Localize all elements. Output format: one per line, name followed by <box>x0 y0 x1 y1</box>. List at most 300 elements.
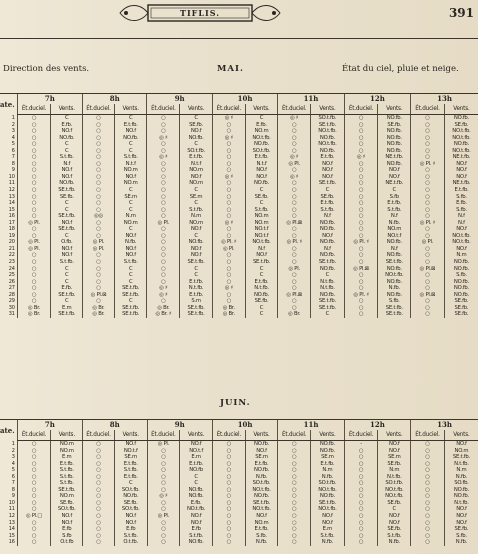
wind-cell: E.t.fb. <box>114 122 147 129</box>
wind-cell: NO.fb. <box>245 141 278 148</box>
sky-state-cell: ○ <box>83 533 115 540</box>
wind-cell: SE.t.fb. <box>51 226 83 233</box>
wind-cell: S.m <box>180 298 213 305</box>
sky-state-cell: ○ <box>83 480 115 487</box>
wind-cell: SO.t.fb. <box>51 506 83 513</box>
wind-cell: C <box>114 187 147 194</box>
row-date: 4 <box>11 460 15 467</box>
sky-state-cell: ○ <box>344 305 378 312</box>
wind-cell: NO.f <box>51 252 83 259</box>
sky-state-cell: ◎ Pl.⊠ <box>278 220 311 227</box>
sky-state-cell: ○ <box>278 259 311 266</box>
wind-cell: NO.m <box>378 226 411 233</box>
wind-cell: NO.t.fb. <box>311 141 345 148</box>
sky-state-cell: ○ <box>344 187 378 194</box>
wind-cell: S.fb <box>51 533 83 540</box>
sky-state-cell: ○ <box>278 448 311 455</box>
wind-cell: NO.f <box>51 513 83 520</box>
sky-state-cell: ○ <box>212 259 245 266</box>
row-date: 15 <box>8 206 15 213</box>
row-date: 21 <box>8 245 15 252</box>
sky-state-cell: ○ <box>147 539 180 546</box>
wind-cell: E.t.fb. <box>114 474 147 481</box>
sky-state-cell: ○ <box>147 454 180 461</box>
sky-state-cell: ◎ Pl. <box>17 239 51 246</box>
wind-cell: NO.f <box>311 167 345 174</box>
wind-cell: C <box>180 272 213 279</box>
sky-state-cell: ○ <box>344 279 378 286</box>
row-date: 2 <box>11 447 15 454</box>
sky-state-cell: ○ <box>17 493 51 500</box>
sky-state-cell: ○ <box>83 252 115 259</box>
wind-cell: SO.t.fb. <box>311 480 345 487</box>
wind-cell: N.f <box>311 213 345 220</box>
wind-cell: NO.fb. <box>311 448 345 455</box>
sky-state-cell: ○ <box>17 200 51 207</box>
wind-cell: NO.f <box>51 246 83 253</box>
wind-cell: SE.t.fb. <box>51 213 83 220</box>
sky-state-cell: ○ <box>411 311 445 318</box>
wind-cell: NO.t.fb. <box>245 506 278 513</box>
sky-state-cell: ○ <box>411 298 445 305</box>
sky-state-cell: ○ <box>17 279 51 286</box>
sky-state-cell: ○ <box>278 441 311 448</box>
wind-cell: N.t.fb. <box>311 279 345 286</box>
wind-cell: NO.t.fb. <box>180 506 213 513</box>
wind-cell: NO.f <box>444 506 478 513</box>
wind-cell: N.m <box>378 467 411 474</box>
wind-cell: NO.fb. <box>378 292 411 299</box>
sky-state-cell: ○ <box>83 441 115 448</box>
sky-state-cell: ○ <box>212 180 245 187</box>
may-wind-subheader: Vents. <box>114 104 147 115</box>
wind-cell: NO.f <box>245 167 278 174</box>
wind-cell: SE.t.fb. <box>245 500 278 507</box>
wind-cell: S.t.fb. <box>311 533 345 540</box>
sky-state-cell: ○ <box>344 128 378 135</box>
sky-state-cell: ○ <box>17 480 51 487</box>
sky-state-cell: ○ <box>147 526 180 533</box>
wind-cell: SE.t.fb. <box>378 305 411 312</box>
sky-state-cell: ○ <box>411 187 445 194</box>
wind-cell: SE.fb. <box>245 194 278 201</box>
sky-state-cell: ◎ Br. <box>147 305 180 312</box>
row-date: 14 <box>8 200 15 207</box>
table-row <box>0 539 478 546</box>
wind-cell: NO.f <box>444 441 478 448</box>
sky-state-cell: ○ <box>411 200 445 207</box>
wind-cell: E.m <box>311 526 345 533</box>
row-date: 14 <box>8 526 15 533</box>
sky-state-cell: ○ <box>147 467 180 474</box>
sky-state-cell: ○ <box>344 474 378 481</box>
wind-cell: C <box>180 187 213 194</box>
sky-state-cell: ○ <box>83 122 115 129</box>
wind-cell: NO.f <box>180 520 213 527</box>
sky-state-cell: ○ <box>411 454 445 461</box>
wind-cell: C <box>114 115 147 122</box>
wind-cell: E.t.fb. <box>180 461 213 468</box>
row-date: 25 <box>8 272 15 279</box>
wind-cell: NO.fb. <box>444 493 478 500</box>
sky-state-cell: ○ <box>344 180 378 187</box>
sky-state-cell: ○ <box>147 128 180 135</box>
june-wind-subheader: Vents. <box>180 430 213 441</box>
wind-cell: NO.fb. <box>378 141 411 148</box>
sky-state-cell: ○ <box>212 154 245 161</box>
may-wind-subheader: Vents. <box>245 104 278 115</box>
wind-cell: NO.fb. <box>245 441 278 448</box>
sky-state-cell: ○ <box>411 148 445 155</box>
wind-cell: NO.fb. <box>245 292 278 299</box>
sky-state-cell: ○ <box>83 272 115 279</box>
sky-state-cell: ○ <box>83 154 115 161</box>
wind-cell: NE.t.fb. <box>444 154 478 161</box>
sky-state-cell: ○ <box>212 480 245 487</box>
wind-cell: N.f <box>311 246 345 253</box>
wind-cell: S.t.fb. <box>51 474 83 481</box>
sky-state-cell: ○ <box>17 154 51 161</box>
sky-state-cell: ○ <box>212 506 245 513</box>
sky-state-cell: ○ <box>147 448 180 455</box>
sky-state-cell: ○ <box>278 194 311 201</box>
sky-state-cell: ○ <box>411 174 445 181</box>
wind-cell: E.t.fb. <box>311 461 345 468</box>
sky-state-cell: ○ <box>147 474 180 481</box>
wind-cell: NO.f <box>114 128 147 135</box>
sky-state-cell: ○ <box>83 207 115 214</box>
may-observations-table <box>0 93 478 318</box>
may-sky-subheader: Ét.duciel. <box>83 104 115 115</box>
sky-state-cell: ○ <box>278 526 311 533</box>
wind-cell: N.f <box>245 246 278 253</box>
sky-state-cell: ○ <box>411 128 445 135</box>
wind-cell: N.m <box>180 213 213 220</box>
sky-state-cell: ○ <box>278 298 311 305</box>
wind-cell: NO.f <box>51 128 83 135</box>
wind-cell: SE.fb. <box>444 305 478 312</box>
wind-cell: NO.f <box>180 246 213 253</box>
wind-cell: NE.t.fb. <box>378 154 411 161</box>
sky-state-cell: ○ <box>411 226 445 233</box>
sky-state-cell: ○ <box>344 448 378 455</box>
sky-state-cell: ○ <box>344 220 378 227</box>
wind-cell: NO.m <box>114 180 147 187</box>
wind-cell: E.t.fb. <box>245 154 278 161</box>
sky-state-cell: ○ <box>147 298 180 305</box>
sky-state-cell: ○ <box>411 135 445 142</box>
wind-cell: N.m <box>114 213 147 220</box>
top-rule <box>0 38 478 39</box>
sky-state-cell: ○ <box>411 141 445 148</box>
sky-state-cell: ◎ Pl. <box>147 220 180 227</box>
wind-cell: NO.fb. <box>51 180 83 187</box>
sky-state-cell: ○ <box>17 148 51 155</box>
wind-cell: SE.fb. <box>51 500 83 507</box>
wind-cell: S.fb. <box>444 272 478 279</box>
wind-cell: N.t.fb. <box>245 285 278 292</box>
wind-cell: SE.m <box>245 454 278 461</box>
sky-state-cell: ○ <box>147 194 180 201</box>
sky-state-cell: ○ <box>17 520 51 527</box>
sky-state-cell: ○ <box>17 506 51 513</box>
sky-state-cell: ○ <box>83 520 115 527</box>
row-date: 19 <box>8 232 15 239</box>
wind-cell: C <box>114 207 147 214</box>
wind-cell: NO.fb. <box>180 239 213 246</box>
wind-cell: NO.fb. <box>245 493 278 500</box>
may-sky-subheader: Ét.duciel. <box>212 104 245 115</box>
sky-state-cell: ○ <box>212 187 245 194</box>
sky-state-cell: ○ <box>147 259 180 266</box>
wind-cell: SE.t.fb. <box>378 259 411 266</box>
sky-state-cell: ◎ ♯ <box>278 154 311 161</box>
wind-cell: E.fb. <box>51 285 83 292</box>
sky-state-cell: ○ <box>344 480 378 487</box>
row-date: 30 <box>8 304 15 311</box>
sky-state-cell: ○ <box>278 213 311 220</box>
sky-state-cell: ○ <box>212 520 245 527</box>
sky-state-cell: ○ <box>344 233 378 240</box>
may-hour-header: 12h <box>344 94 410 104</box>
wind-cell: S.fb <box>378 194 411 201</box>
wind-cell: C <box>114 298 147 305</box>
june-sky-subheader: Ét.duciel. <box>278 430 311 441</box>
sky-state-cell: ○ <box>147 226 180 233</box>
wind-cell: SE.fb. <box>378 122 411 129</box>
wind-cell: NO.fb. <box>444 141 478 148</box>
sky-state-cell: ○ <box>147 207 180 214</box>
wind-cell: C <box>51 141 83 148</box>
wind-cell: SO.t.fb. <box>114 487 147 494</box>
row-date: 7 <box>11 154 15 161</box>
sky-state-cell: ○ <box>344 461 378 468</box>
wind-cell: NO.t.fb. <box>311 128 345 135</box>
sky-state-cell: ○ <box>83 513 115 520</box>
wind-cell: NO.f <box>51 520 83 527</box>
wind-cell: NO.t.fb. <box>444 239 478 246</box>
may-hour-header: 10h <box>212 94 277 104</box>
wind-cell: E.t.fb. <box>245 526 278 533</box>
wind-cell: C <box>311 187 345 194</box>
sky-state-cell: ○ <box>278 187 311 194</box>
wind-cell: NO.fb. <box>311 292 345 299</box>
wind-cell: N.fb. <box>378 285 411 292</box>
wind-cell: NO.t.fb. <box>378 487 411 494</box>
wind-cell: SO.t.fb. <box>245 480 278 487</box>
wind-cell: NO.fb. <box>444 292 478 299</box>
sky-state-cell: ○ <box>212 194 245 201</box>
sky-state-cell: ○ <box>278 500 311 507</box>
sky-state-cell: ○ <box>17 539 51 546</box>
wind-cell: NO.fb. <box>311 266 345 273</box>
sky-state-cell: ◎ Pl.⊠ <box>344 266 378 273</box>
sky-state-cell: ○ <box>83 266 115 273</box>
sky-state-cell: ○ <box>344 285 378 292</box>
sky-state-cell: ○ <box>278 493 311 500</box>
wind-cell: E.m <box>51 454 83 461</box>
sky-state-cell: ○ <box>83 141 115 148</box>
sky-state-cell: ○ <box>212 122 245 129</box>
wind-cell: NO.fb. <box>114 135 147 142</box>
june-sky-subheader: Ét.duciel. <box>212 430 245 441</box>
wind-cell: S.fb. <box>378 298 411 305</box>
row-date: 9 <box>11 167 15 174</box>
wind-cell: E.t.fb. <box>311 200 345 207</box>
table-row <box>0 311 478 318</box>
wind-cell: C <box>245 115 278 122</box>
may-hour-header: 7h <box>17 94 82 104</box>
june-wind-subheader: Vents. <box>378 430 411 441</box>
sky-state-cell: ○ <box>83 115 115 122</box>
sky-state-cell: ◎ Br. <box>212 305 245 312</box>
wind-cell: C <box>245 266 278 273</box>
sky-state-cell: ○ <box>344 135 378 142</box>
wind-cell: C <box>51 207 83 214</box>
sky-state-cell: ○ <box>17 252 51 259</box>
wind-cell: SO.t.fb. <box>114 506 147 513</box>
wind-cell: S.t.fb. <box>51 154 83 161</box>
sky-state-cell: ◎ Pl. ♯ <box>344 239 378 246</box>
wind-cell: S.t.fb. <box>311 207 345 214</box>
wind-cell: SE.t.fb. <box>311 180 345 187</box>
sky-state-cell: ○ <box>278 285 311 292</box>
sky-state-cell: ○ <box>147 533 180 540</box>
wind-cell: S.t.fb. <box>114 533 147 540</box>
sky-state-cell: ○ <box>212 441 245 448</box>
wind-cell: NO.m <box>51 441 83 448</box>
sky-state-cell: ◎ Pl.⊠ <box>411 292 445 299</box>
wind-cell: NO.fb. <box>378 128 411 135</box>
sky-state-cell: ○ <box>344 500 378 507</box>
sky-state-cell: ◎ Pl. <box>83 246 115 253</box>
sky-state-cell: ◎ Br. ♯ <box>147 311 180 318</box>
sky-state-cell: ○ <box>17 180 51 187</box>
wind-cell: E.fb <box>114 526 147 533</box>
wind-cell: C <box>114 148 147 155</box>
sky-state-cell: ○ <box>83 279 115 286</box>
row-date: 1 <box>11 440 15 447</box>
wind-cell: E.fb. <box>180 500 213 507</box>
wind-cell: NO.fb. <box>444 487 478 494</box>
wind-cell: SE.m <box>114 454 147 461</box>
sky-state-cell: ○ <box>83 298 115 305</box>
wind-cell: NO.f <box>51 167 83 174</box>
sky-state-cell: ○ <box>83 448 115 455</box>
sky-state-cell: ○ <box>411 467 445 474</box>
sky-state-cell: ○ <box>278 513 311 520</box>
wind-cell: NO.fb. <box>378 279 411 286</box>
row-date: 10 <box>8 499 15 506</box>
wind-cell: SE.fb. <box>245 298 278 305</box>
wind-cell: C <box>51 272 83 279</box>
wind-cell: SE.fb. <box>444 122 478 129</box>
wind-cell: C <box>245 305 278 312</box>
wind-cell: NO.t.fb. <box>444 135 478 142</box>
wind-cell: N.f <box>444 220 478 227</box>
sky-state-cell: ○ <box>344 115 378 122</box>
may-wind-subheader: Vents. <box>311 104 345 115</box>
row-date: 3 <box>11 128 15 135</box>
wind-cell: NO.m <box>245 220 278 227</box>
sky-state-cell: ○ <box>83 187 115 194</box>
sky-state-cell: ○ <box>278 474 311 481</box>
sky-state-cell: ○ <box>17 474 51 481</box>
sky-state-cell: ○ <box>278 480 311 487</box>
sky-state-cell: ○ <box>344 174 378 181</box>
row-date: 20 <box>8 239 15 246</box>
wind-cell: SE.t.fb. <box>180 311 213 318</box>
wind-cell: NO.f <box>378 513 411 520</box>
sky-state-cell: ○ <box>344 161 378 168</box>
row-date: 24 <box>8 265 15 272</box>
wind-cell: NO.fb. <box>311 135 345 142</box>
sky-state-cell: ○ <box>344 506 378 513</box>
wind-cell: NO.f <box>245 174 278 181</box>
wind-cell: NO.fb. <box>378 148 411 155</box>
row-date: 3 <box>11 454 15 461</box>
wind-cell: SE.fb. <box>378 500 411 507</box>
june-hour-header: 11h <box>278 420 344 430</box>
wind-cell: NO.t.fb. <box>245 135 278 142</box>
wind-cell: N.t.fb. <box>378 474 411 481</box>
row-date: 23 <box>8 259 15 266</box>
sky-state-cell: ○ <box>83 233 115 240</box>
may-wind-subheader: Vents. <box>444 104 478 115</box>
row-date: 13 <box>8 519 15 526</box>
sky-state-cell: ◎ Pl. <box>17 220 51 227</box>
wind-cell: E.t.fb. <box>245 279 278 286</box>
sky-state-cell: ○ <box>344 487 378 494</box>
sky-state-cell: ○ <box>344 122 378 129</box>
row-date: 6 <box>11 473 15 480</box>
sky-state-cell: ○ <box>147 174 180 181</box>
wind-cell: NO.f <box>245 252 278 259</box>
sky-state-cell: ○ <box>411 122 445 129</box>
sky-state-cell: ○ <box>17 461 51 468</box>
sky-state-cell: ○ <box>17 194 51 201</box>
wind-cell: NO.f <box>444 161 478 168</box>
sky-state-cell: ○ <box>212 513 245 520</box>
wind-cell: NO.f <box>114 246 147 253</box>
wind-cell: N.fb. <box>245 474 278 481</box>
row-date: 16 <box>8 213 15 220</box>
header-cartouche <box>118 1 282 26</box>
wind-cell: NO.t.fb. <box>444 148 478 155</box>
caption-sky-state: État du ciel, pluie et neige. <box>342 64 459 74</box>
sky-state-cell: ○ <box>344 167 378 174</box>
wind-cell: NO.f <box>180 226 213 233</box>
wind-cell: NE.t.fb. <box>444 180 478 187</box>
sky-state-cell: ○ <box>147 233 180 240</box>
sky-state-cell: ○ <box>17 285 51 292</box>
june-wind-subheader: Vents. <box>51 430 83 441</box>
sky-state-cell: ○ <box>147 213 180 220</box>
sky-state-cell: ○ <box>278 272 311 279</box>
sky-state-cell: ○ <box>83 461 115 468</box>
wind-cell: E.t.fb. <box>444 187 478 194</box>
wind-cell: NO.t.f <box>114 448 147 455</box>
wind-cell: C <box>180 480 213 487</box>
june-sky-subheader: Ét.duciel. <box>147 430 180 441</box>
sky-state-cell: ○ <box>344 467 378 474</box>
wind-cell: N.f <box>51 161 83 168</box>
row-date: 10 <box>8 173 15 180</box>
wind-cell: NO.fb. <box>51 135 83 142</box>
wind-cell: SE.t.fb. <box>114 292 147 299</box>
wind-cell: E.fb. <box>51 122 83 129</box>
wind-cell: SE.t.fb. <box>180 259 213 266</box>
